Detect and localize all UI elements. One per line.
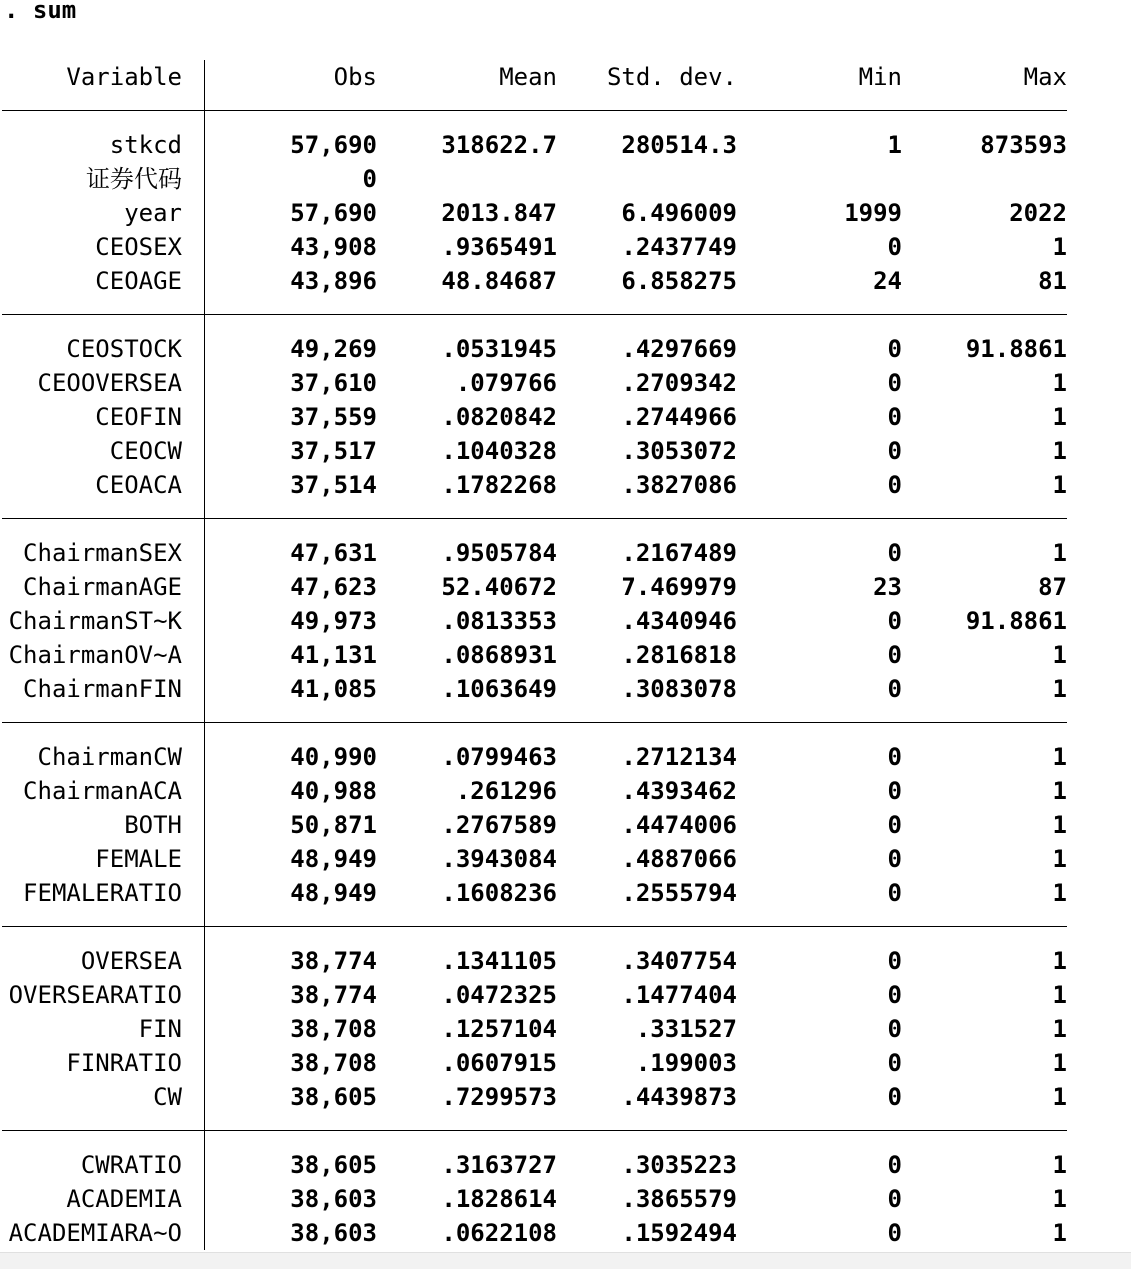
cell-obs: 49,269 bbox=[290, 335, 377, 363]
cell-std-dev: .331527 bbox=[635, 1015, 737, 1043]
cell-max: 1 bbox=[1052, 471, 1067, 499]
cell-min: 24 bbox=[873, 267, 902, 295]
header-variable: Variable bbox=[66, 63, 182, 91]
cell-obs: 41,131 bbox=[290, 641, 377, 669]
cell-max: 1 bbox=[1052, 1185, 1067, 1213]
cell-obs: 38,774 bbox=[290, 981, 377, 1009]
cell-obs: 38,603 bbox=[290, 1185, 377, 1213]
cell-variable: FIN bbox=[138, 1015, 182, 1043]
cell-max: 1 bbox=[1052, 437, 1067, 465]
cell-max: 1 bbox=[1052, 1049, 1067, 1077]
group-rule bbox=[2, 314, 1067, 315]
cell-mean: .1782268 bbox=[441, 471, 557, 499]
cell-obs: 38,605 bbox=[290, 1083, 377, 1111]
cell-max: 2022 bbox=[1009, 199, 1067, 227]
cell-mean: .0622108 bbox=[441, 1219, 557, 1247]
cell-min: 0 bbox=[887, 403, 902, 431]
header-min: Min bbox=[858, 63, 902, 91]
cell-max: 1 bbox=[1052, 403, 1067, 431]
cell-mean: .1257104 bbox=[441, 1015, 557, 1043]
header-max: Max bbox=[1023, 63, 1067, 91]
cell-obs: 38,708 bbox=[290, 1015, 377, 1043]
cell-std-dev: .2437749 bbox=[621, 233, 737, 261]
cell-max: 1 bbox=[1052, 675, 1067, 703]
cell-std-dev: .1592494 bbox=[621, 1219, 737, 1247]
cell-max: 1 bbox=[1052, 1151, 1067, 1179]
cell-min: 0 bbox=[887, 981, 902, 1009]
cell-min: 0 bbox=[887, 539, 902, 567]
cell-std-dev: 6.496009 bbox=[621, 199, 737, 227]
cell-min: 0 bbox=[887, 811, 902, 839]
cell-mean: .0607915 bbox=[441, 1049, 557, 1077]
cell-std-dev: .2167489 bbox=[621, 539, 737, 567]
cell-mean: .7299573 bbox=[441, 1083, 557, 1111]
cell-mean: .9505784 bbox=[441, 539, 557, 567]
cell-variable: stkcd bbox=[109, 131, 182, 159]
cell-std-dev: 280514.3 bbox=[621, 131, 737, 159]
cell-std-dev: .3827086 bbox=[621, 471, 737, 499]
cell-obs: 43,896 bbox=[290, 267, 377, 295]
cell-min: 23 bbox=[873, 573, 902, 601]
cell-max: 1 bbox=[1052, 947, 1067, 975]
cell-max: 81 bbox=[1038, 267, 1067, 295]
cell-std-dev: .2712134 bbox=[621, 743, 737, 771]
cell-variable: CWRATIO bbox=[80, 1151, 182, 1179]
cell-variable: CEOAGE bbox=[95, 267, 182, 295]
cell-mean: .1063649 bbox=[441, 675, 557, 703]
cell-variable: year bbox=[124, 199, 182, 227]
cell-min: 0 bbox=[887, 641, 902, 669]
cell-variable: ChairmanST~K bbox=[8, 607, 182, 635]
cell-obs: 50,871 bbox=[290, 811, 377, 839]
cell-min: 0 bbox=[887, 1219, 902, 1247]
cell-mean: 318622.7 bbox=[441, 131, 557, 159]
cell-std-dev: .2816818 bbox=[621, 641, 737, 669]
cell-mean: .0813353 bbox=[441, 607, 557, 635]
cell-max: 91.8861 bbox=[965, 607, 1067, 635]
cell-max: 1 bbox=[1052, 811, 1067, 839]
cell-mean: .0868931 bbox=[441, 641, 557, 669]
cell-variable: CEOSTOCK bbox=[66, 335, 182, 363]
cell-std-dev: .3035223 bbox=[621, 1151, 737, 1179]
cell-min: 0 bbox=[887, 335, 902, 363]
cell-obs: 47,623 bbox=[290, 573, 377, 601]
cell-max: 1 bbox=[1052, 1015, 1067, 1043]
cell-variable: ACADEMIA bbox=[66, 1185, 182, 1213]
cell-mean: 52.40672 bbox=[441, 573, 557, 601]
cell-min: 1999 bbox=[844, 199, 902, 227]
cell-mean: .0820842 bbox=[441, 403, 557, 431]
command-line: . sum bbox=[4, 0, 77, 24]
cell-variable: CEOFIN bbox=[95, 403, 182, 431]
cell-variable: FINRATIO bbox=[66, 1049, 182, 1077]
cell-min: 0 bbox=[887, 777, 902, 805]
cell-variable: ChairmanACA bbox=[23, 777, 182, 805]
cell-min: 0 bbox=[887, 1083, 902, 1111]
cell-mean: .0472325 bbox=[441, 981, 557, 1009]
cell-std-dev: 6.858275 bbox=[621, 267, 737, 295]
results-window-bottom-edge bbox=[0, 1252, 1131, 1269]
cell-mean: .0531945 bbox=[441, 335, 557, 363]
cell-min: 0 bbox=[887, 1015, 902, 1043]
cell-obs: 48,949 bbox=[290, 879, 377, 907]
cell-min: 0 bbox=[887, 743, 902, 771]
cell-min: 0 bbox=[887, 1151, 902, 1179]
cell-variable: ChairmanOV~A bbox=[8, 641, 182, 669]
cell-max: 1 bbox=[1052, 369, 1067, 397]
cell-obs: 38,603 bbox=[290, 1219, 377, 1247]
cell-max: 1 bbox=[1052, 981, 1067, 1009]
cell-variable: 证券代码 bbox=[86, 165, 182, 193]
cell-std-dev: .199003 bbox=[635, 1049, 737, 1077]
cell-min: 1 bbox=[887, 131, 902, 159]
cell-max: 1 bbox=[1052, 1219, 1067, 1247]
cell-variable: ACADEMIARA~O bbox=[8, 1219, 182, 1247]
cell-max: 1 bbox=[1052, 879, 1067, 907]
cell-variable: FEMALERATIO bbox=[23, 879, 182, 907]
cell-std-dev: .4439873 bbox=[621, 1083, 737, 1111]
cell-std-dev: .2555794 bbox=[621, 879, 737, 907]
cell-mean: 2013.847 bbox=[441, 199, 557, 227]
header-rule bbox=[2, 110, 1067, 111]
cell-std-dev: .3407754 bbox=[621, 947, 737, 975]
cell-std-dev: .3083078 bbox=[621, 675, 737, 703]
cell-variable: ChairmanAGE bbox=[23, 573, 182, 601]
group-rule bbox=[2, 1130, 1067, 1131]
cell-variable: BOTH bbox=[124, 811, 182, 839]
cell-std-dev: .3865579 bbox=[621, 1185, 737, 1213]
cell-min: 0 bbox=[887, 369, 902, 397]
cell-max: 873593 bbox=[980, 131, 1067, 159]
cell-std-dev bbox=[560, 162, 737, 196]
cell-max: 1 bbox=[1052, 1083, 1067, 1111]
column-separator bbox=[204, 60, 205, 1250]
cell-mean: .9365491 bbox=[441, 233, 557, 261]
cell-max: 1 bbox=[1052, 539, 1067, 567]
cell-min: 0 bbox=[887, 471, 902, 499]
cell-obs: 37,514 bbox=[290, 471, 377, 499]
cell-mean: .0799463 bbox=[441, 743, 557, 771]
cell-min: 0 bbox=[887, 1185, 902, 1213]
cell-variable: CEOSEX bbox=[95, 233, 182, 261]
cell-mean: .1040328 bbox=[441, 437, 557, 465]
cell-obs: 37,559 bbox=[290, 403, 377, 431]
cell-obs: 41,085 bbox=[290, 675, 377, 703]
cell-obs: 49,973 bbox=[290, 607, 377, 635]
cell-variable: CEOCW bbox=[109, 437, 182, 465]
cell-min: 0 bbox=[887, 607, 902, 635]
header-std-dev: Std. dev. bbox=[606, 63, 737, 91]
cell-std-dev: .4393462 bbox=[621, 777, 737, 805]
cell-obs: 57,690 bbox=[290, 131, 377, 159]
cell-min: 0 bbox=[887, 233, 902, 261]
group-rule bbox=[2, 518, 1067, 519]
cell-variable: ChairmanSEX bbox=[23, 539, 182, 567]
cell-max: 91.8861 bbox=[965, 335, 1067, 363]
cell-variable: OVERSEARATIO bbox=[8, 981, 182, 1009]
cell-mean: .3163727 bbox=[441, 1151, 557, 1179]
cell-std-dev: .4474006 bbox=[621, 811, 737, 839]
cell-obs: 47,631 bbox=[290, 539, 377, 567]
cell-mean: .2767589 bbox=[441, 811, 557, 839]
cell-max: 87 bbox=[1038, 573, 1067, 601]
header-obs: Obs bbox=[333, 63, 377, 91]
cell-max: 1 bbox=[1052, 845, 1067, 873]
group-rule bbox=[2, 722, 1067, 723]
cell-std-dev: .1477404 bbox=[621, 981, 737, 1009]
cell-obs: 37,517 bbox=[290, 437, 377, 465]
cell-variable: CEOOVERSEA bbox=[37, 369, 182, 397]
cell-max: 1 bbox=[1052, 641, 1067, 669]
cell-std-dev: .3053072 bbox=[621, 437, 737, 465]
cell-max: 1 bbox=[1052, 233, 1067, 261]
cell-obs: 38,708 bbox=[290, 1049, 377, 1077]
cell-std-dev: 7.469979 bbox=[621, 573, 737, 601]
cell-obs: 40,988 bbox=[290, 777, 377, 805]
cell-std-dev: .4297669 bbox=[621, 335, 737, 363]
cell-max bbox=[905, 162, 1067, 196]
cell-mean: .079766 bbox=[455, 369, 557, 397]
cell-variable: CEOACA bbox=[95, 471, 182, 499]
group-rule bbox=[2, 926, 1067, 927]
cell-obs: 57,690 bbox=[290, 199, 377, 227]
cell-std-dev: .2709342 bbox=[621, 369, 737, 397]
cell-obs: 38,605 bbox=[290, 1151, 377, 1179]
cell-variable: OVERSEA bbox=[80, 947, 182, 975]
cell-max: 1 bbox=[1052, 743, 1067, 771]
cell-variable: ChairmanCW bbox=[37, 743, 182, 771]
cell-min: 0 bbox=[887, 947, 902, 975]
cell-min bbox=[740, 162, 902, 196]
cell-mean: .1608236 bbox=[441, 879, 557, 907]
cell-mean: .1828614 bbox=[441, 1185, 557, 1213]
cell-min: 0 bbox=[887, 845, 902, 873]
cell-min: 0 bbox=[887, 675, 902, 703]
cell-obs: 43,908 bbox=[290, 233, 377, 261]
cell-mean bbox=[380, 162, 557, 196]
cell-obs: 40,990 bbox=[290, 743, 377, 771]
cell-mean: .3943084 bbox=[441, 845, 557, 873]
cell-mean: .1341105 bbox=[441, 947, 557, 975]
cell-min: 0 bbox=[887, 879, 902, 907]
cell-min: 0 bbox=[887, 437, 902, 465]
cell-max: 1 bbox=[1052, 777, 1067, 805]
cell-variable: ChairmanFIN bbox=[23, 675, 182, 703]
cell-mean: .261296 bbox=[455, 777, 557, 805]
cell-mean: 48.84687 bbox=[441, 267, 557, 295]
cell-obs: 48,949 bbox=[290, 845, 377, 873]
cell-variable: CW bbox=[153, 1083, 182, 1111]
header-mean: Mean bbox=[499, 63, 557, 91]
cell-std-dev: .4340946 bbox=[621, 607, 737, 635]
cell-obs: 37,610 bbox=[290, 369, 377, 397]
cell-obs: 0 bbox=[362, 165, 377, 193]
cell-obs: 38,774 bbox=[290, 947, 377, 975]
cell-min: 0 bbox=[887, 1049, 902, 1077]
cell-std-dev: .4887066 bbox=[621, 845, 737, 873]
cell-std-dev: .2744966 bbox=[621, 403, 737, 431]
cell-variable: FEMALE bbox=[95, 845, 182, 873]
